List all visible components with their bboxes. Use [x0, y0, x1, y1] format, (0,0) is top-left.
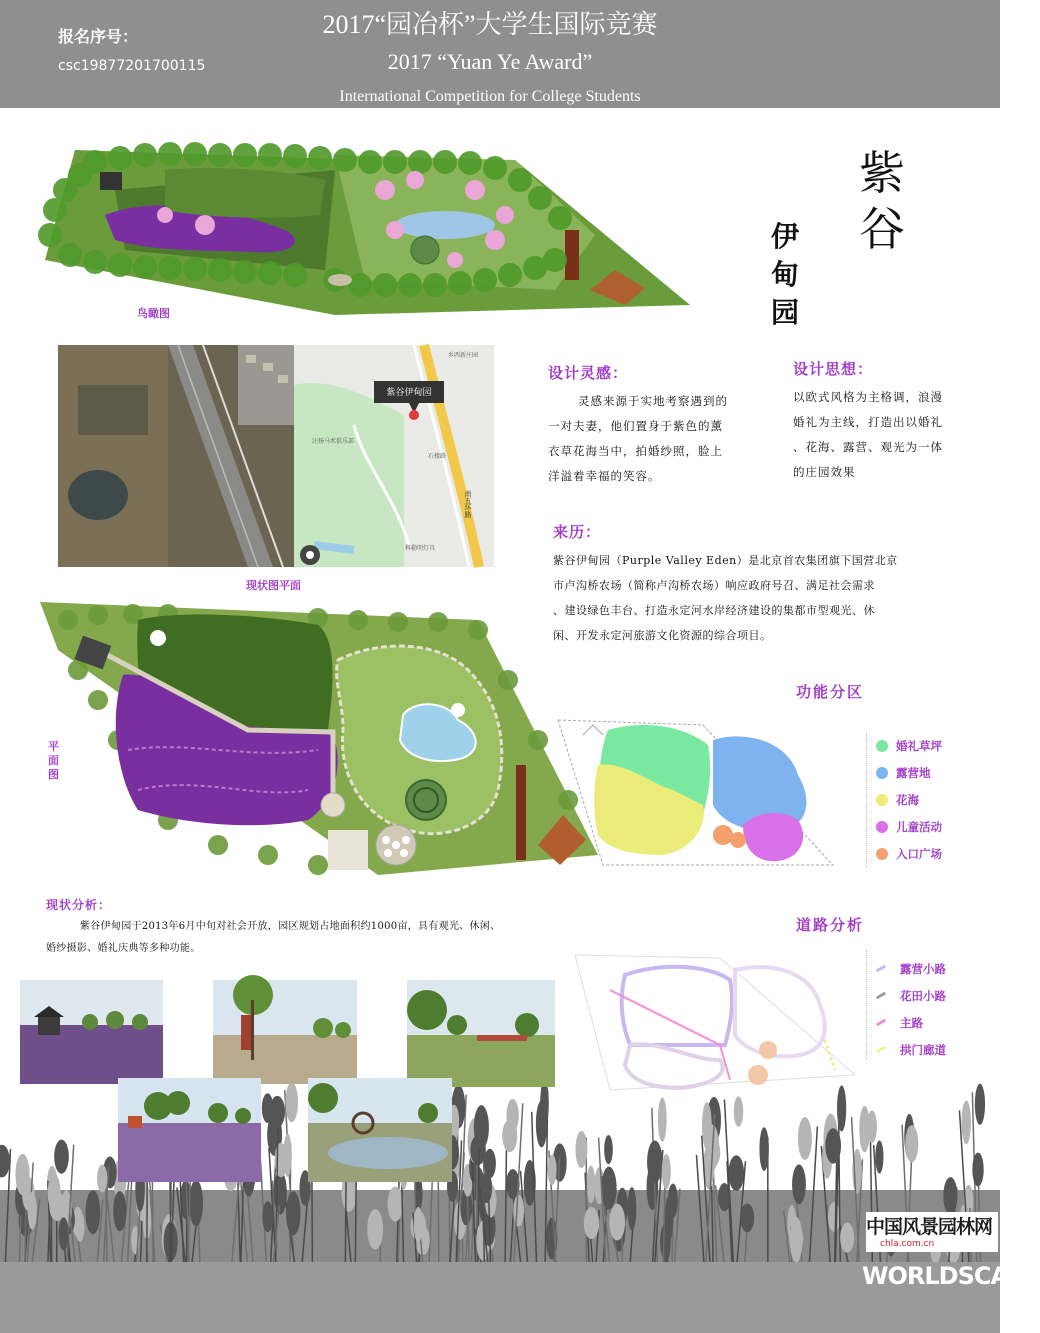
legend-children-activity: 儿童活动 — [876, 816, 996, 843]
inspiration-heading: 设计灵感： — [548, 364, 629, 382]
origin-heading: 来历： — [553, 523, 602, 541]
map-label-5: 石楼路 — [428, 453, 447, 460]
legend-arch-corridor: 拱门廊道 — [876, 1039, 996, 1066]
map-popup-label: 紫谷伊甸园 — [386, 388, 432, 398]
legend-dot — [876, 821, 888, 833]
legend-line — [876, 1019, 886, 1027]
subtitle-char-1: 伊 — [770, 220, 799, 253]
function-zones-diagram — [553, 715, 838, 885]
status-text: 紫谷伊甸园于2013年6月中旬对社会开放，园区规划占地面积约1000亩，具有观光、休闲、 婚纱摄影、婚礼庆典等多种功能。 — [46, 921, 501, 954]
subtitle-char-2: 甸 — [770, 258, 799, 291]
aerial-view-illustration — [35, 140, 695, 330]
chla-logo-text: 中国风景园林网 — [866, 1216, 993, 1238]
legend-campsite: 露营地 — [876, 762, 996, 789]
subtitle-en: International Competition for College Students — [339, 88, 641, 105]
title-char-1: 紫 — [859, 146, 905, 200]
legend-dot — [876, 740, 888, 752]
legend-line — [876, 992, 886, 1000]
map-label-4: 汪扬马术俱乐部 — [312, 438, 355, 445]
legend-line — [876, 965, 886, 973]
road-analysis-heading: 道路分析 — [796, 916, 865, 934]
road-analysis-diagram — [570, 950, 860, 1095]
origin-text: 紫谷伊甸园（Purple Valley Eden）是北京首农集团旗下国营北京 市卢沟桥农场（简称卢沟桥农场）响应政府号召、满足社会需求 、建设绿色丰台、打造永定河水岸经济建设的集都市型观光、休 闲、开发永定河旅游文化资源的综合项目。 — [553, 554, 898, 642]
legend-line — [876, 1046, 886, 1054]
registration-number: csc19877201700115 — [58, 58, 206, 74]
location-map — [294, 345, 494, 567]
photo-purple-field-trees — [118, 1078, 261, 1182]
title-en: 2017 “Yuan Ye Award” — [387, 49, 593, 74]
legend-main-road: 主路 — [876, 1012, 996, 1039]
aerial-caption: 鸟瞰图 — [137, 307, 170, 320]
title-char-2: 谷 — [859, 202, 905, 256]
concept-heading: 设计思想： — [793, 360, 874, 378]
legend-divider — [866, 950, 868, 1060]
function-zones-legend — [876, 735, 996, 870]
photo-pond-waterwheel — [308, 1078, 452, 1182]
photo-windmill-path — [213, 980, 357, 1084]
chla-logo-url: chla.com.cn — [880, 1239, 935, 1249]
map-label-1: 乡西新庄园 — [448, 352, 479, 359]
project-title-sub — [765, 218, 805, 332]
road-analysis-legend — [876, 958, 996, 1066]
legend-dot — [876, 794, 888, 806]
legend-dot — [876, 767, 888, 779]
registration-label: 报名序号： — [58, 27, 139, 46]
status-heading: 现状分析： — [46, 898, 112, 912]
title-cn: 2017“园冶杯”大学生国际竞赛 — [322, 10, 658, 39]
photo-fields-trees — [407, 980, 555, 1087]
header-bar — [0, 0, 1000, 108]
subtitle-char-3: 园 — [770, 296, 799, 329]
worldscape-text: WORLDSCAPE — [862, 1262, 1040, 1290]
satellite-image — [58, 345, 294, 567]
legend-flower-sea: 花海 — [876, 789, 996, 816]
legend-dot — [876, 848, 888, 860]
worldscape-logo — [862, 1262, 1040, 1290]
inspiration-text: 灵感来源于实地考察遇到的 一对夫妻，他们置身于紫色的薰 衣草花海当中，拍婚纱照，脸上 洋溢着幸福的笑容。 — [548, 394, 728, 483]
project-title-main — [852, 145, 912, 257]
footer-bar — [0, 1262, 1000, 1333]
legend-camping-path: 露营小路 — [876, 958, 996, 985]
chla-logo — [866, 1212, 998, 1252]
map-label-3: 科勒明灯具 — [405, 545, 436, 552]
legend-divider — [866, 733, 868, 868]
legend-wedding-lawn: 婚礼草坪 — [876, 735, 996, 762]
plan-caption: 平 面 图 — [48, 740, 59, 781]
status-plan-caption: 现状图平面 — [246, 579, 301, 592]
map-label-2: 南五环路 — [464, 490, 472, 518]
function-zones-heading: 功能分区 — [796, 683, 865, 701]
site-plan — [38, 600, 603, 880]
legend-entrance-plaza: 入口广场 — [876, 843, 996, 870]
concept-text: 以欧式风格为主格调，浪漫 婚礼为主线，打造出以婚礼 、花海、露营、观光为一体 的庄园效果 — [793, 390, 943, 479]
photo-lavender-field-gazebo — [20, 980, 163, 1084]
legend-field-path: 花田小路 — [876, 985, 996, 1012]
